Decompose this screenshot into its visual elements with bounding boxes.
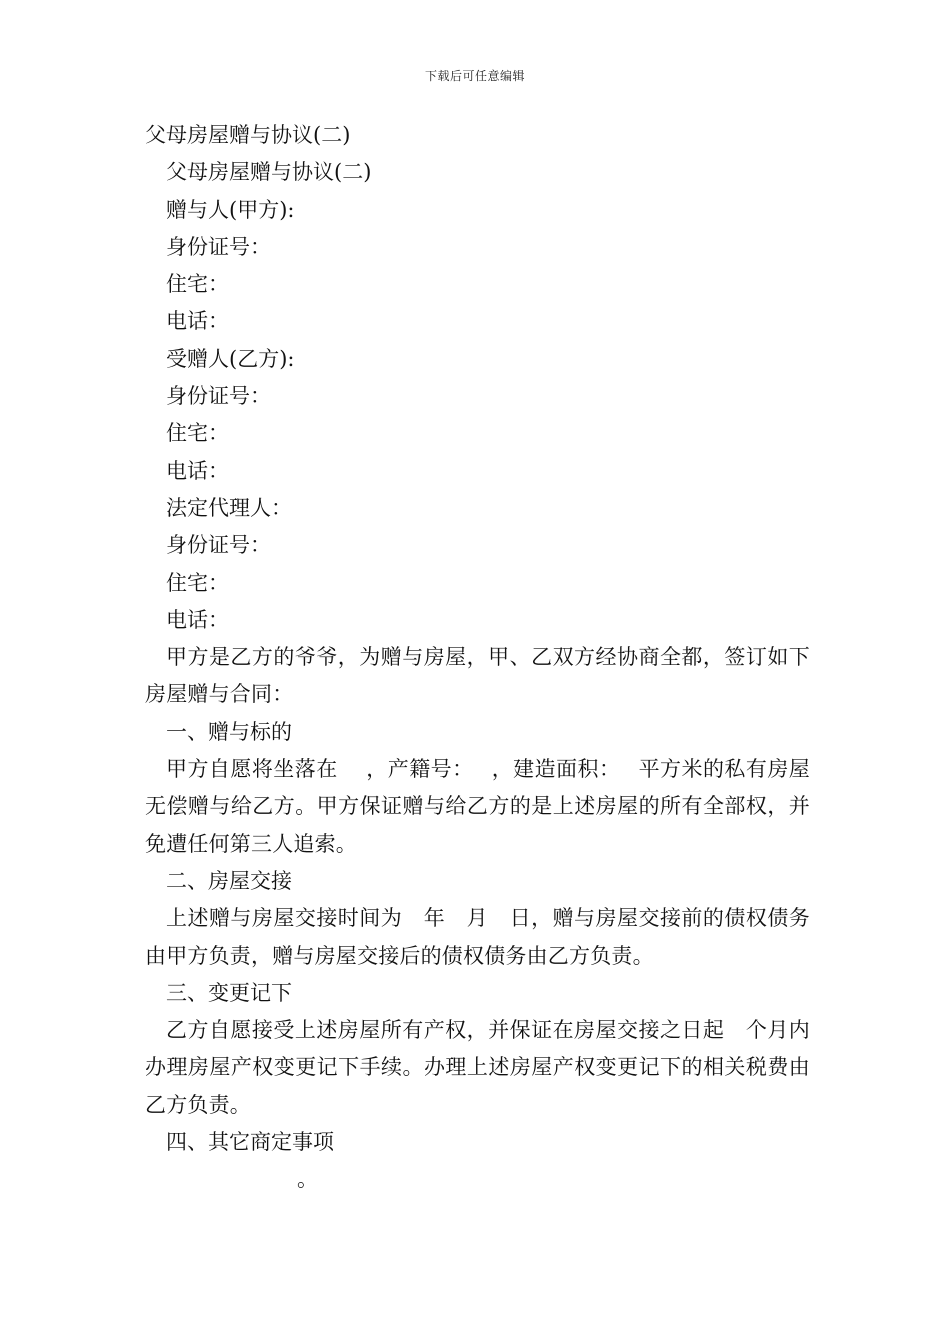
section2-heading: 二、房屋交接 — [166, 868, 292, 893]
donor-id-label: 身份证号： — [166, 234, 271, 259]
donor-phone-label: 电话： — [166, 309, 229, 334]
section4-body: 。 — [297, 1167, 318, 1192]
donee-heading: 受赠人(乙方): — [166, 346, 295, 371]
header-note: 下载后可任意编辑 — [424, 69, 525, 83]
intro-paragraph: 甲方是乙方的爷爷，为赠与房屋，甲、乙双方经协商全都，签订如下房屋赠与合同： — [145, 645, 810, 707]
legal-agent-heading: 法定代理人： — [166, 495, 292, 520]
donee-phone-label: 电话： — [166, 458, 229, 483]
legal-agent-id-label: 身份证号： — [166, 533, 271, 558]
donor-heading: 赠与人(甲方): — [166, 197, 295, 222]
section3-body: 乙方自愿接受上述房屋所有产权，并保证在房屋交接之日起 个月内办理房屋产权变更记下手续。办理上述房屋产权变更记下的相关税费由乙方负责。 — [145, 1018, 810, 1117]
document-body — [145, 117, 810, 1199]
donee-id-label: 身份证号： — [166, 384, 271, 409]
legal-agent-phone-label: 电话： — [166, 607, 229, 632]
donee-address-label: 住宅： — [166, 421, 229, 446]
donor-address-label: 住宅： — [166, 272, 229, 297]
legal-agent-address-label: 住宅： — [166, 570, 229, 595]
section3-heading: 三、变更记下 — [166, 980, 292, 1005]
section1-body: 甲方自愿将坐落在 ，产籍号： ，建造面积： 平方米的私有房屋无偿赠与给乙方。甲方保证赠与给乙方的是上述房屋的所有全部权，并免遭任何第三人追索。 — [145, 757, 810, 856]
document-title: 父母房屋赠与协议(二) — [145, 123, 351, 147]
document-subtitle: 父母房屋赠与协议(二) — [166, 160, 372, 185]
section4-heading: 四、其它商定事项 — [166, 1130, 334, 1155]
section1-heading: 一、赠与标的 — [166, 719, 292, 744]
section2-body: 上述赠与房屋交接时间为 年 月 日，赠与房屋交接前的债权债务由甲方负责，赠与房屋交接后的债权债务由乙方负责。 — [145, 906, 810, 968]
